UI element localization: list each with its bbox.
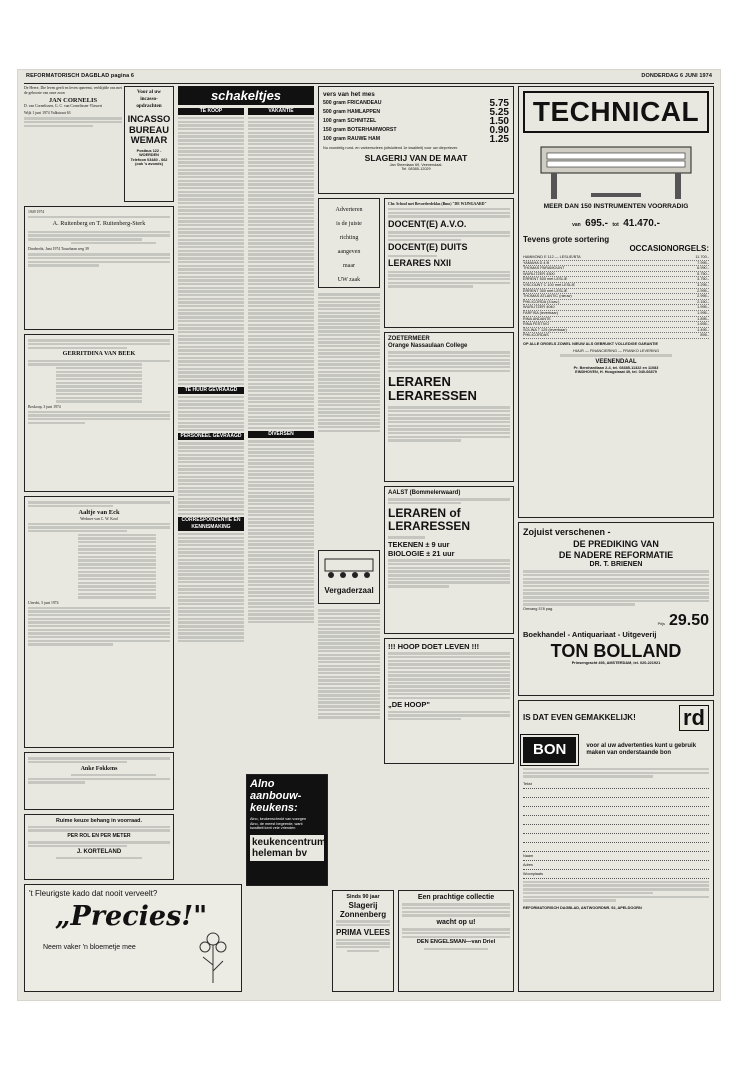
school-vacancy-3 <box>384 486 514 634</box>
birth-notice-parents: D. van Cornelissen, G. C. van Cornelissen-Vlassert <box>24 104 103 109</box>
classifieds-section <box>178 86 314 881</box>
organ-row: THOMAS PARAMOUNT 6.990.- <box>523 266 709 271</box>
classifieds-col-a <box>178 106 244 644</box>
collection-ad-title: Een prachtige collectie <box>417 894 495 901</box>
organ-row: THOMAS ATLANTIC (nieuw) 2.995.- <box>523 294 709 299</box>
flower-ad-script: „Precies!" <box>55 901 208 932</box>
meeting-room-title: Vergaderzaal <box>324 586 374 595</box>
collection-ad <box>398 890 514 992</box>
technics-veenendaal: VEENENDAAL <box>595 358 637 365</box>
butcher-ad-addr: Jan Steenlaan 69, Veenendaal. <box>389 162 443 167</box>
hoop-ad-title: !!! HOOP DOET LEVEN !!! <box>388 642 480 651</box>
hoop-ad <box>384 638 514 764</box>
book-ad-tonbolland: TON BOLLAND <box>550 640 682 661</box>
coupon-field-line[interactable] <box>523 800 709 807</box>
coupon-field-line[interactable] <box>523 809 709 816</box>
organ-row: RINA FESTIVO 1.695.- <box>523 322 709 327</box>
advertise-line-6: UW zaak <box>337 277 361 283</box>
coupon-headline: IS DAT EVEN GEMAKKELIJK! <box>523 713 636 722</box>
flower-icon <box>191 925 235 985</box>
header-right: DONDERDAG 6 JUNI 1974 <box>641 73 712 79</box>
coupon-field-line[interactable] <box>523 818 709 825</box>
zonnenberg-since: Sinds 90 jaar <box>346 894 380 900</box>
coupon-field-line[interactable] <box>523 827 709 834</box>
meeting-room-icon <box>321 553 377 581</box>
incasso-ad-b1: INCASSO <box>127 113 171 124</box>
coupon-field-woonplaats[interactable]: Woonplaats <box>523 872 709 879</box>
coupon-field-naam[interactable]: Naam <box>523 854 709 861</box>
flower-ad-tagline: Neem vaker 'n bloemetje mee <box>43 944 136 951</box>
school-vacancy-1-title: Chr. School met Bevorderdeklas (Bmo) "DE WIJNGAARD" <box>388 202 487 206</box>
meat-item: 150 gram BOTERHAMWORST 0.90 <box>323 125 509 136</box>
incasso-ad-sub: (ook 's avonds) <box>135 162 163 167</box>
technics-tot: tot <box>612 222 619 228</box>
book-ad-title1: DE PREDIKING VAN <box>573 539 659 549</box>
section-te-koop: TE KOOP <box>178 108 244 115</box>
death-notice-name: GERRITDINA VAN BEEK <box>62 350 136 358</box>
technics-huur: HUUR — FINANCIERING — FRANKO LEVERING <box>572 348 660 353</box>
wallpaper-ad-title: Ruime keuze behang in voorraad. <box>56 818 142 824</box>
coupon-field-tekst[interactable]: Tekst <box>523 782 709 789</box>
book-ad-zojuist: Zojuist verschenen - <box>523 527 611 537</box>
aaltje-place: Utrecht, 5 juni 1974 <box>28 600 59 605</box>
alno-ad-bullet-1: Alno, keukenschrokt van voorgen <box>250 817 307 821</box>
technics-organ-ad <box>518 86 714 518</box>
coupon-field-adres[interactable]: Adres <box>523 863 709 870</box>
section-diversen: DIVERSEN <box>248 431 314 438</box>
birth-notice-name: JAN CORNELIS <box>48 97 98 105</box>
meeting-room-ad <box>318 550 380 604</box>
advertising-coupon <box>518 700 714 992</box>
school-vacancy-3-biologie: BIOLOGIE ± 21 uur <box>388 549 455 559</box>
aaltje-sub: Weduwe van C. W. Kool <box>80 516 118 521</box>
advertise-line-5: maar <box>343 263 355 269</box>
technics-occ: OCCASIONORGELS: <box>629 244 709 253</box>
incasso-ad-addr: Postbus 122 - WOERDEN <box>136 148 162 158</box>
anniversary-years: 1949 1974 <box>28 210 45 214</box>
collection-ad-wacht: wacht op u! <box>436 919 476 927</box>
organ-row: SOLINA T 125 (leverbaar) 1.495.- <box>523 327 709 332</box>
aaltje-name: Aaltje van Eck <box>78 508 120 516</box>
organ-row: FARFISA (leverbaar) 1.995.- <box>523 310 709 315</box>
alno-ad-kc1: keukencentrum <box>252 836 326 848</box>
organ-row: PHILICORDAS 895.- <box>523 333 709 338</box>
incasso-ad-b2: BUREAU <box>128 123 170 135</box>
meat-item: 100 gram RAUWE HAM 1.25 <box>323 134 509 145</box>
book-ad-author: DR. T. BRIENEN <box>589 561 643 568</box>
church-notices-column <box>318 292 380 433</box>
hoop-ad-name: „DE HOOP" <box>388 700 430 710</box>
alno-ad-bullet-2: Alno, de meest begeerde, want <box>250 821 303 826</box>
butcher-ad-list <box>323 99 509 144</box>
classifieds-masthead: schakeltjes <box>178 86 314 105</box>
rd-logo: rd <box>679 705 709 731</box>
technics-eindhoven: EINDHOVEN, H. Hoogstraat 49, tel. 040-66879 <box>575 370 657 375</box>
butcher-ad-title: vers van het mes <box>323 91 375 98</box>
family-notice-column-1 <box>24 86 122 128</box>
technics-van: van <box>572 222 581 228</box>
church-services-column <box>318 608 380 720</box>
technics-guarantee: OP ALLE ORGELS ZOWEL NIEUW ALS GEBRUIKT VOLLEDIGE GARANTIE <box>523 341 659 346</box>
school-vacancy-1-docent2: DOCENT(E) DUITS <box>388 242 468 253</box>
organ-row: RINA ANDANTE 1.895.- <box>523 316 709 321</box>
meat-item: 500 gram FRICANDEAU 5.75 <box>323 98 509 109</box>
incasso-ad-l3: opdrachten <box>136 103 162 109</box>
incasso-ad-tel: Telefoon 03480 - 662 <box>130 157 168 162</box>
meat-item: 100 gram SCHNITZEL 1.50 <box>323 116 509 127</box>
school-vacancy-2-school: Orange Nassaulaan College <box>388 343 468 349</box>
section-vakantie: VAKANTIE <box>248 108 314 115</box>
flower-ad-question: 't Fleurigste kado dat nooit verveelt? <box>29 889 158 898</box>
anniversary-place: Dordrecht, Juni 1974 Touwbaan weg 39 <box>28 247 89 252</box>
flower-ad <box>24 884 242 992</box>
birth-notice-place: Wijk 1 juni 1974 Valkstraat 63 <box>24 110 71 115</box>
technics-price-from: 695.- <box>585 218 608 229</box>
zonnenberg-name: Slagerij Zonnenberg <box>339 901 387 919</box>
wallpaper-ad-name: J. KORTELAND <box>76 848 122 855</box>
technics-tevens: Tevens grote sortering <box>523 235 610 244</box>
butcher-ad-shop: SLAGERIJ VAN DE MAAT <box>364 152 468 163</box>
book-ad-omvang: Omvang 378 pag. <box>523 607 554 612</box>
book-ad-price-line <box>523 612 709 630</box>
school-vacancy-2-city: ZOETERMEER <box>388 336 430 342</box>
death-notice-place: Boskoop, 3 juni 1974 <box>28 404 61 409</box>
coupon-field-line[interactable] <box>523 845 709 852</box>
book-ad-address: Prinsengracht 493, AMSTERDAM, tel. 020-221921 <box>571 660 661 665</box>
technics-price-to: 41.470.- <box>623 218 660 229</box>
technics-veenendaal-addr: Pr. Bernhardlaan 2-4, tel. 08385-11322 en 11083 <box>573 365 659 370</box>
advertise-line-1: Adverteren <box>335 207 363 213</box>
school-vacancy-1-docent1: DOCENT(E) A.V.O. <box>388 218 467 229</box>
school-vacancy-3-tekenen: TEKENEN ± 9 uur <box>388 540 450 550</box>
alno-ad <box>246 774 328 886</box>
school-vacancy-3-title: LERAREN of LERARESSEN <box>388 506 471 534</box>
organ-row: WURLITZER 4040 1.995.- <box>523 305 709 310</box>
school-vacancy-1-lerares: LERARES NXII <box>388 258 452 269</box>
organ-row: HAMMOND E 112 — LESLIE/BTA 11.700.- <box>523 255 709 259</box>
fokkens-name: Anke Fokkens <box>80 765 118 772</box>
bon-text: voor al uw advertenties kunt u gebruik maken van onderstaande bon <box>586 743 697 756</box>
organ-icon <box>531 137 701 203</box>
section-te-huur: TE HUUR GEVRAAGD <box>178 387 244 394</box>
alno-ad-title2: keukens: <box>250 802 298 814</box>
header-left: REFORMATORISCH DAGBLAD pagina 6 <box>26 73 135 79</box>
advertise-slogan <box>318 198 380 288</box>
organ-row: VISCOUNT C 100 met LESLIE 3.295.- <box>523 282 709 287</box>
thanks-notice <box>24 752 174 810</box>
school-vacancy-2-title: LERAREN LERARESSEN <box>388 374 477 404</box>
book-ad-boekhandel: Boekhandel - Antiquariaat - Uitgeverij <box>523 629 657 639</box>
advertise-line-4: aangeven <box>337 249 361 255</box>
school-vacancy-2 <box>384 332 514 482</box>
bon-logo: BON <box>523 737 576 763</box>
incasso-ad-l1: Voor al uw <box>137 89 161 95</box>
butcher-ad <box>318 86 514 194</box>
butcher-ad-note: Nu voordelig rund- en varkensvlees (uitsluitend 1e kwaliteit) voor uw diepvriezer. <box>323 146 459 150</box>
alno-ad-bullet-3: kwaliteit kent vele vrienden <box>250 826 296 831</box>
anniversary-notice <box>24 206 174 330</box>
alno-ad-kc2: heleman bv <box>252 847 308 859</box>
book-ad-price-label: Prijs <box>657 621 665 626</box>
incasso-ad-b3: WEMAR <box>130 134 168 145</box>
organ-row: ERRENT 300 met LESLIE 2.995.- <box>523 288 709 293</box>
birth-notice-text: De Heere, Die leven geeft en leven opneemt, verblijdde ons met de geboorte van onze zoon <box>24 86 122 95</box>
advertise-line-3: richting <box>339 235 359 241</box>
organ-row: ERRENT 500 met LESLIE 3.750.- <box>523 277 709 282</box>
coupon-footer: REFORMATORISCH DAGBLAD, ANTWOORDNR. 92, APELDOORN <box>523 905 642 910</box>
anniversary-names: A. Ruitenberg en T. Ruitenberg-Sterk <box>52 220 146 228</box>
book-ad-title2: DE NADERE REFORMATIE <box>558 549 674 560</box>
coupon-field-line[interactable] <box>523 836 709 843</box>
school-vacancy-1 <box>384 198 514 328</box>
zonnenberg-prima: PRIMA VLEES <box>336 928 390 938</box>
coupon-field-line[interactable] <box>523 791 709 798</box>
collection-ad-shop: DEN ENGELSMAN—van Driel <box>416 939 496 946</box>
meat-item: 500 gram HAMLAPPEN 5.25 <box>323 107 509 118</box>
section-personeel: PERSONEEL GEVRAAGD <box>178 433 244 440</box>
wallpaper-ad <box>24 814 174 880</box>
organ-row: YAMAHA D 4 B 7.995.- <box>523 260 709 265</box>
technics-logo: TECHNICAL <box>532 96 700 127</box>
classifieds-col-b <box>248 106 314 625</box>
technics-sub: MEER DAN 150 INSTRUMENTEN VOORRADIG <box>543 203 689 210</box>
wallpaper-ad-line: PER ROL EN PER METER <box>67 833 131 840</box>
incasso-ad <box>124 86 174 202</box>
organ-list <box>523 255 709 339</box>
section-correspondentie: CORRESPONDENTIE EN KENNISMAKING <box>178 517 244 531</box>
header-rule <box>24 83 714 84</box>
advertise-line-2: is de juiste <box>336 221 362 227</box>
death-notice-2 <box>24 496 174 748</box>
coupon-form <box>523 782 709 879</box>
death-notice-1 <box>24 334 174 492</box>
incasso-ad-l2: incasso- <box>140 96 158 102</box>
book-ad-price: 29.50 <box>668 611 709 629</box>
organ-row: PHILICORDA (3 kav.) 2.150.- <box>523 299 709 304</box>
alno-ad-title1: Alno aanbouw- <box>250 778 302 802</box>
butcher-ad-tel: Tel. 08385-12029 <box>401 167 431 172</box>
book-ad <box>518 522 714 696</box>
organ-row: WURLITZER 4300 5.750.- <box>523 271 709 276</box>
school-vacancy-3-city: AALST (Bommelerwaard) <box>388 490 461 496</box>
zonnenberg-ad <box>332 890 394 992</box>
newspaper-page <box>18 70 720 1000</box>
